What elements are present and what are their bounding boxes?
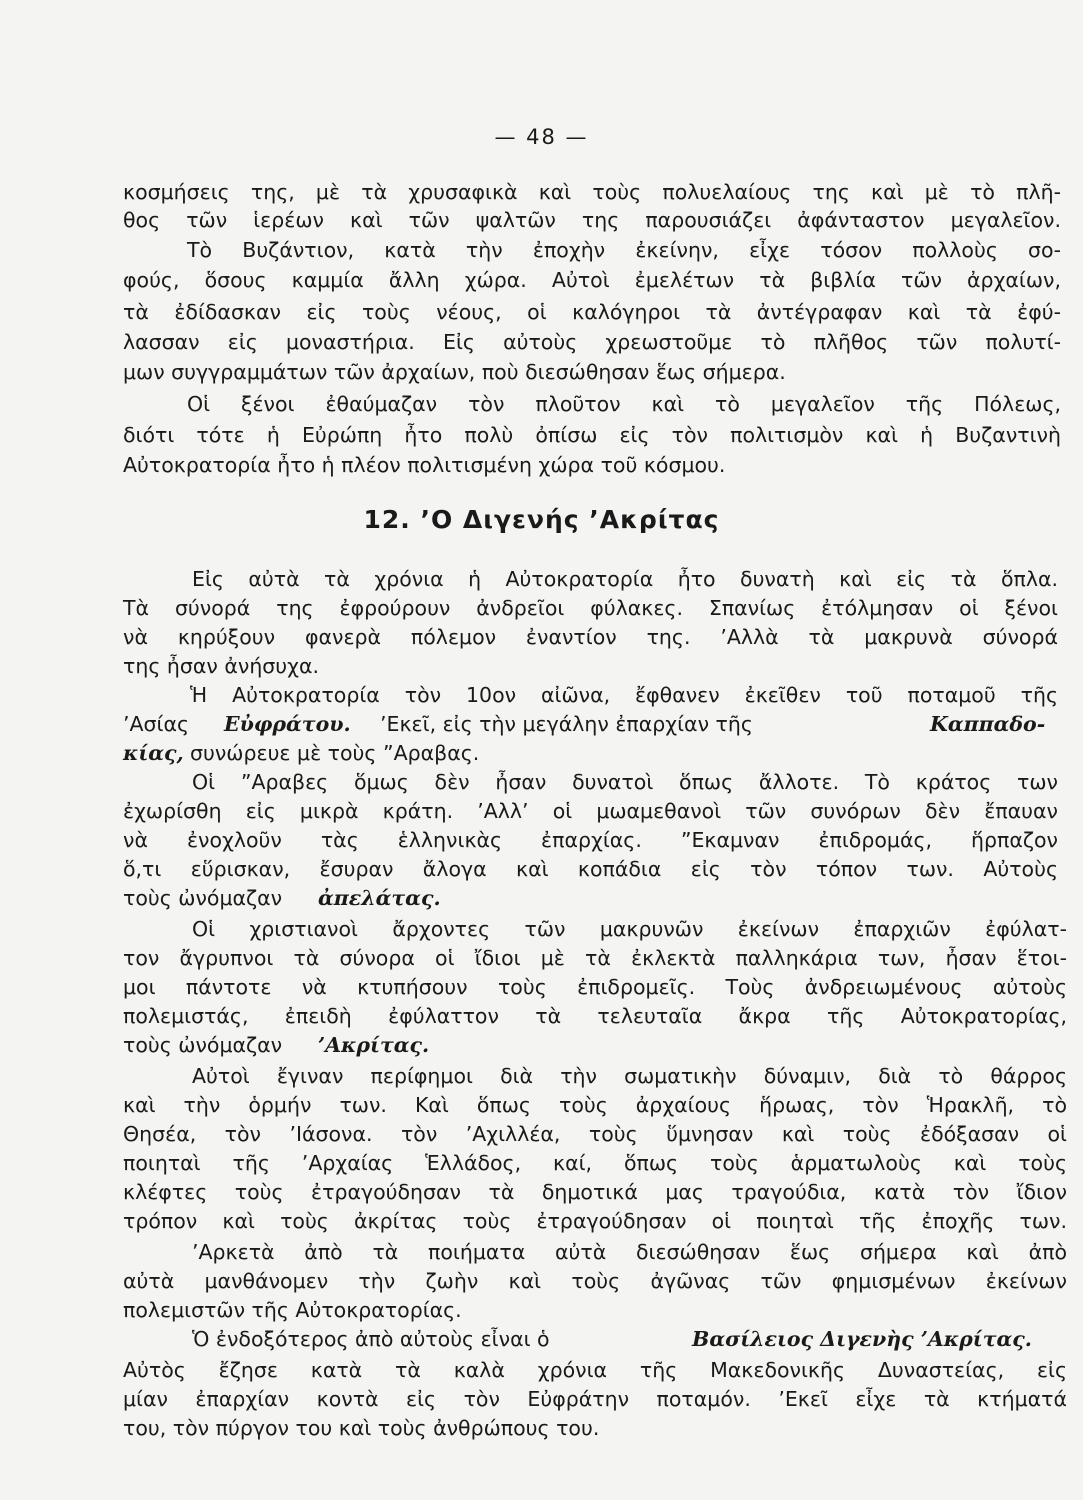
- text-line: ποιηταὶ τῆς ’Αρχαίας Ἑλλάδος, καί, ὅπως τοὺς ἁρματωλοὺς καὶ τοὺς: [123, 1151, 1067, 1175]
- text-line: Εἰς αὐτὰ τὰ χρόνια ἡ Αὐτοκρατορία ἦτο δυνατὴ καὶ εἰς τὰ ὅπλα.: [192, 567, 1058, 591]
- section-heading: 12. ’Ο Διγενής ’Ακρίτας: [363, 505, 720, 534]
- text-line: μοι πάντοτε νὰ κτυπήσουν τοὺς ἐπιδρομεῖς. Τοὺς ἀνδρειωμένους αὐτοὺς: [123, 975, 1067, 999]
- text-line: Αὐτοκρατορία ἦτο ἡ πλέον πολιτισμένη χώρα τοῦ κόσμου.: [123, 453, 726, 477]
- text-line: τὰ ἐδίδασκαν εἰς τοὺς νέους, οἱ καλόγηροι τὰ ἀντέγραφαν καὶ τὰ ἐφύ-: [123, 300, 1061, 324]
- text-line: αὐτὰ μανθάνομεν τὴν ζωὴν καὶ τοὺς ἀγῶνας τῶν φημισμένων ἐκείνων: [123, 1269, 1067, 1293]
- text-line: νὰ κηρύξουν φανερὰ πόλεμον ἐναντίον της. ’Αλλὰ τὰ μακρυνὰ σύνορά: [123, 625, 1058, 649]
- text-line: λασσαν εἰς μοναστήρια. Εἰς αὐτοὺς χρεωστοῦμε τὸ πλῆθος τῶν πολυτί-: [123, 330, 1061, 354]
- text-line: θος τῶν ἱερέων καὶ τῶν ψαλτῶν της παρουσιάζει ἀφάνταστον μεγαλεῖον.: [123, 208, 1061, 232]
- page-number: — 48 —: [494, 125, 589, 149]
- text-line: Οἱ χριστιανοὶ ἄρχοντες τῶν μακρυνῶν ἐκείνων ἐπαρχιῶν ἐφύλατ-: [192, 917, 1067, 941]
- text-line: συνώρευε μὲ τοὺς ”Αραβας.: [190, 741, 480, 765]
- emphasis-text: ἀπελάτας.: [318, 886, 441, 910]
- emphasis-text: Καππαδο-: [930, 712, 1046, 736]
- text-line: καὶ τὴν ὁρμήν των. Καὶ ὅπως τοὺς ἀρχαίους ἥρωας, τὸν Ἡρακλῆ, τὸ: [123, 1093, 1067, 1117]
- text-line: ’Ασίας: [123, 712, 190, 736]
- text-line: της ἦσαν ἀνήσυχα.: [123, 654, 320, 678]
- text-line: μων συγγραμμάτων τῶν ἀρχαίων, ποὺ διεσώθησαν ἕως σήμερα.: [123, 360, 786, 384]
- text-line: μίαν ἐπαρχίαν κοντὰ εἰς τὸν Εὐφράτην ποταμόν. ’Εκεῖ εἶχε τὰ κτήματά: [123, 1387, 1067, 1411]
- text-line: Οἱ ”Αραβες ὅμως δὲν ἦσαν δυνατοὶ ὅπως ἄλλοτε. Τὸ κράτος των: [192, 770, 1058, 794]
- text-line: Οἱ ξένοι ἐθαύμαζαν τὸν πλοῦτον καὶ τὸ μεγαλεῖον τῆς Πόλεως,: [187, 392, 1061, 416]
- text-line: τοὺς ὠνόμαζαν: [123, 886, 283, 910]
- text-line: Ὁ ἐνδοξότερος ἀπὸ αὐτοὺς εἶναι ὁ: [192, 1327, 550, 1351]
- text-line: ’Εκεῖ, εἰς τὴν μεγάλην ἐπαρχίαν τῆς: [380, 712, 753, 736]
- text-line: Αὐτὸς ἔζησε κατὰ τὰ καλὰ χρόνια τῆς Μακεδονικῆς Δυναστείας, εἰς: [123, 1358, 1067, 1382]
- text-line: κοσμήσεις της, μὲ τὰ χρυσαφικὰ καὶ τοὺς πολυελαίους της καὶ μὲ τὸ πλῆ-: [123, 180, 1061, 204]
- text-line: του, τὸν πύργον του καὶ τοὺς ἀνθρώπους του.: [123, 1416, 600, 1440]
- text-line: τον ἄγρυπνοι τὰ σύνορα οἱ ἴδιοι μὲ τὰ ἐκλεκτὰ παλληκάρια των, ἦσαν ἕτοι-: [123, 946, 1067, 970]
- text-line: Θησέα, τὸν ’Ιάσονα. τὸν ’Αχιλλέα, τοὺς ὕμνησαν καὶ τοὺς ἐδόξασαν οἱ: [123, 1122, 1067, 1146]
- text-line: φούς, ὅσους καμμία ἄλλη χώρα. Αὐτοὶ ἐμελέτων τὰ βιβλία τῶν ἀρχαίων,: [123, 268, 1061, 292]
- text-line: ὅ,τι εὕρισκαν, ἔσυραν ἄλογα καὶ κοπάδια εἰς τὸν τόπον των. Αὐτοὺς: [123, 857, 1058, 881]
- text-line: Ἡ Αὐτοκρατορία τὸν 10ον αἰῶνα, ἔφθανεν ἐκεῖθεν τοῦ ποταμοῦ τῆς: [190, 683, 1058, 707]
- text-line: τοὺς ὠνόμαζαν: [123, 1033, 283, 1057]
- text-line: ἐχωρίσθη εἰς μικρὰ κράτη. ’Αλλ’ οἱ μωαμεθανοὶ τῶν συνόρων δὲν ἔπαυαν: [123, 799, 1058, 823]
- text-line: Αὐτοὶ ἔγιναν περίφημοι διὰ τὴν σωματικὴν δύναμιν, διὰ τὸ θάρρος: [192, 1064, 1067, 1088]
- text-line: τρόπον καὶ τοὺς ἀκρίτας τοὺς ἐτραγούδησαν οἱ ποιηταὶ τῆς ἐποχῆς των.: [123, 1209, 1067, 1233]
- text-line: Τὰ σύνορά της ἐφρούρουν ἀνδρεῖοι φύλακες. Σπανίως ἐτόλμησαν οἱ ξένοι: [123, 596, 1058, 620]
- emphasis-text: Βασίλειος Διγενὴς ’Ακρίτας.: [692, 1327, 1032, 1351]
- text-line: πολεμιστάς, ἐπειδὴ ἐφύλαττον τὰ τελευταῖα ἄκρα τῆς Αὐτοκρατορίας,: [123, 1004, 1067, 1028]
- text-line: πολεμιστῶν τῆς Αὐτοκρατορίας.: [123, 1298, 462, 1322]
- text-line: διότι τότε ἡ Εὐρώπη ἦτο πολὺ ὀπίσω εἰς τὸν πολιτισμὸν καὶ ἡ Βυζαντινὴ: [123, 423, 1061, 447]
- emphasis-text: κίας,: [123, 741, 184, 765]
- emphasis-text: ’Ακρίτας.: [318, 1033, 430, 1057]
- text-line: Τὸ Βυζάντιον, κατὰ τὴν ἐποχὴν ἐκείνην, εἶχε τόσον πολλοὺς σο-: [187, 238, 1061, 262]
- emphasis-text: Εὐφράτου.: [224, 712, 351, 736]
- text-line: κλέφτες τοὺς ἐτραγούδησαν τὰ δημοτικά μας τραγούδια, κατὰ τὸν ἴδιον: [123, 1180, 1067, 1204]
- text-line: νὰ ἐνοχλοῦν τὰς ἑλληνικὰς ἐπαρχίας. ”Εκαμναν ἐπιδρομάς, ἥρπαζον: [123, 828, 1058, 852]
- text-line: ’Αρκετὰ ἀπὸ τὰ ποιήματα αὐτὰ διεσώθησαν ἕως σήμερα καὶ ἀπὸ: [192, 1240, 1067, 1264]
